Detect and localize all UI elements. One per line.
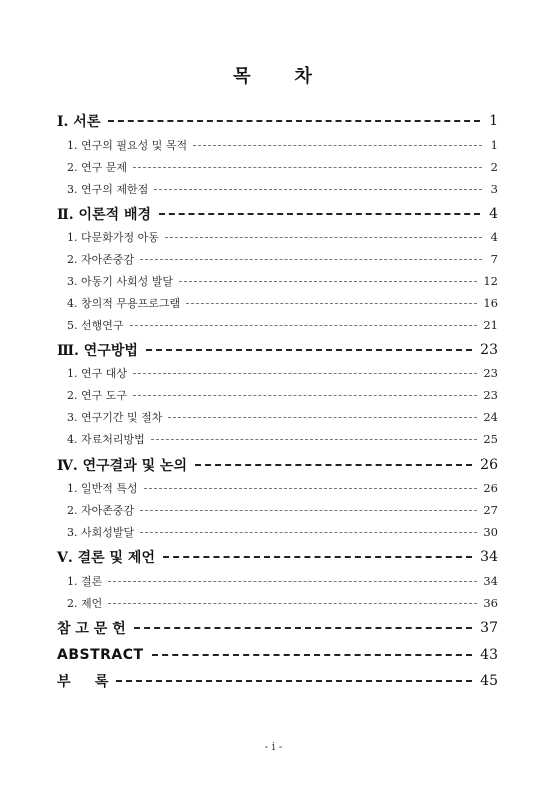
toc-item-label: 3. 연구의 제한점 [67, 183, 149, 196]
toc-item[interactable] [67, 387, 498, 403]
toc-chapter-2[interactable] [57, 204, 498, 224]
toc-page-number: 34 [480, 549, 498, 565]
toc-page-number: 1 [490, 138, 498, 152]
toc-page-number: 21 [483, 318, 498, 332]
dot-leader [159, 213, 480, 215]
toc-page-number: 12 [483, 274, 498, 288]
dot-leader [130, 325, 478, 326]
dot-leader [108, 603, 477, 604]
dot-leader [165, 237, 482, 238]
toc-item[interactable] [67, 480, 498, 496]
toc-item[interactable] [67, 431, 498, 447]
dot-leader [152, 654, 473, 656]
toc-page-number: 26 [480, 457, 498, 473]
toc-item-label: 2. 제언 [67, 597, 103, 610]
toc-item[interactable] [67, 159, 498, 175]
dot-leader [133, 373, 477, 374]
toc-item-label: 1. 연구의 필요성 및 목적 [67, 139, 188, 152]
toc-item[interactable] [67, 251, 498, 267]
title-right: 차 [294, 66, 314, 87]
toc-chapter-1[interactable] [57, 111, 498, 131]
toc-chapter-label: Ⅴ. 결론 및 제언 [57, 550, 155, 566]
toc-page-number: 27 [483, 503, 498, 517]
dot-leader [108, 581, 477, 582]
toc-page-number: 4 [490, 230, 498, 244]
dot-leader [140, 259, 482, 260]
toc-item[interactable] [67, 317, 498, 333]
toc-appendix[interactable] [57, 671, 498, 691]
toc-abstract[interactable] [57, 645, 498, 665]
toc-page-number: 30 [483, 525, 498, 539]
toc-chapter-label: Ⅱ. 이론적 배경 [57, 207, 152, 223]
dot-leader [134, 627, 472, 629]
dot-leader [108, 120, 480, 122]
toc-item[interactable] [67, 229, 498, 245]
toc-item-label: 2. 연구 문제 [67, 161, 127, 174]
toc-item-label: 3. 연구기간 및 절차 [67, 411, 163, 424]
dot-leader [140, 510, 477, 511]
toc-item-label: 1. 일반적 특성 [67, 482, 138, 495]
toc-section-label: 참 고 문 헌 [57, 621, 126, 637]
dot-leader [195, 464, 472, 466]
toc-item-label: 5. 선행연구 [67, 319, 124, 332]
toc-item[interactable] [67, 365, 498, 381]
dot-leader [144, 488, 478, 489]
toc-page-number: 37 [480, 620, 498, 636]
toc-item-label: 1. 결론 [67, 575, 103, 588]
dot-leader [151, 439, 478, 440]
toc-section-label: 부 록 [57, 674, 109, 690]
dot-leader [140, 532, 477, 533]
toc-section-label: ABSTRACT [57, 647, 144, 663]
page-title [0, 62, 547, 88]
toc-page-number: 43 [480, 647, 498, 663]
toc-item[interactable] [67, 524, 498, 540]
toc-page-number: 24 [483, 410, 498, 424]
dot-leader [168, 417, 477, 418]
toc-item[interactable] [67, 295, 498, 311]
toc-chapter-3[interactable] [57, 340, 498, 360]
toc-item-label: 4. 자료처리방법 [67, 433, 145, 446]
toc-page-number: 26 [483, 481, 498, 495]
toc-page-number: 23 [483, 388, 498, 402]
toc-page-number: 25 [483, 432, 498, 446]
page-number-footer: - i - [264, 740, 283, 753]
toc-page-number: 2 [490, 160, 498, 174]
toc-page-number: 45 [480, 673, 498, 689]
toc-item[interactable] [67, 595, 498, 611]
toc-chapter-label: Ⅰ. 서론 [57, 114, 101, 130]
toc-page-number: 4 [489, 206, 498, 222]
toc-item[interactable] [67, 181, 498, 197]
toc-page-number: 23 [480, 342, 498, 358]
toc-chapter-label: Ⅳ. 연구결과 및 논의 [57, 458, 188, 474]
toc-item-label: 1. 다문화가정 아동 [67, 231, 159, 244]
toc-item[interactable] [67, 502, 498, 518]
dot-leader [154, 189, 482, 190]
toc-chapter-label: Ⅲ. 연구방법 [57, 343, 138, 359]
toc-page-number: 16 [483, 296, 498, 310]
dot-leader [163, 556, 472, 558]
dot-leader [193, 145, 482, 146]
toc-item-label: 2. 자아존중감 [67, 504, 135, 517]
toc-page-number: 1 [489, 113, 498, 129]
toc-page-number: 23 [483, 366, 498, 380]
toc-item-label: 3. 사회성발달 [67, 526, 135, 539]
toc-item-label: 4. 창의적 무용프로그램 [67, 297, 181, 310]
toc-item-label: 3. 아동기 사회성 발달 [67, 275, 173, 288]
toc-chapter-5[interactable] [57, 547, 498, 567]
dot-leader [186, 303, 477, 304]
dot-leader [146, 349, 472, 351]
dot-leader [116, 680, 472, 682]
toc-page-number: 34 [483, 574, 498, 588]
toc-references[interactable] [57, 618, 498, 638]
dot-leader [133, 167, 482, 168]
toc-page-number: 7 [490, 252, 498, 266]
toc-item-label: 2. 자아존중감 [67, 253, 135, 266]
toc-item[interactable] [67, 137, 498, 153]
toc-page-number: 3 [490, 182, 498, 196]
toc-page-number: 36 [483, 596, 498, 610]
toc-item[interactable] [67, 409, 498, 425]
title-left: 목 [233, 66, 253, 87]
dot-leader [179, 281, 477, 282]
toc-item[interactable] [67, 273, 498, 289]
dot-leader [133, 395, 477, 396]
toc-chapter-4[interactable] [57, 455, 498, 475]
toc-item-label: 1. 연구 대상 [67, 367, 127, 380]
toc-item[interactable] [67, 573, 498, 589]
toc-item-label: 2. 연구 도구 [67, 389, 127, 402]
